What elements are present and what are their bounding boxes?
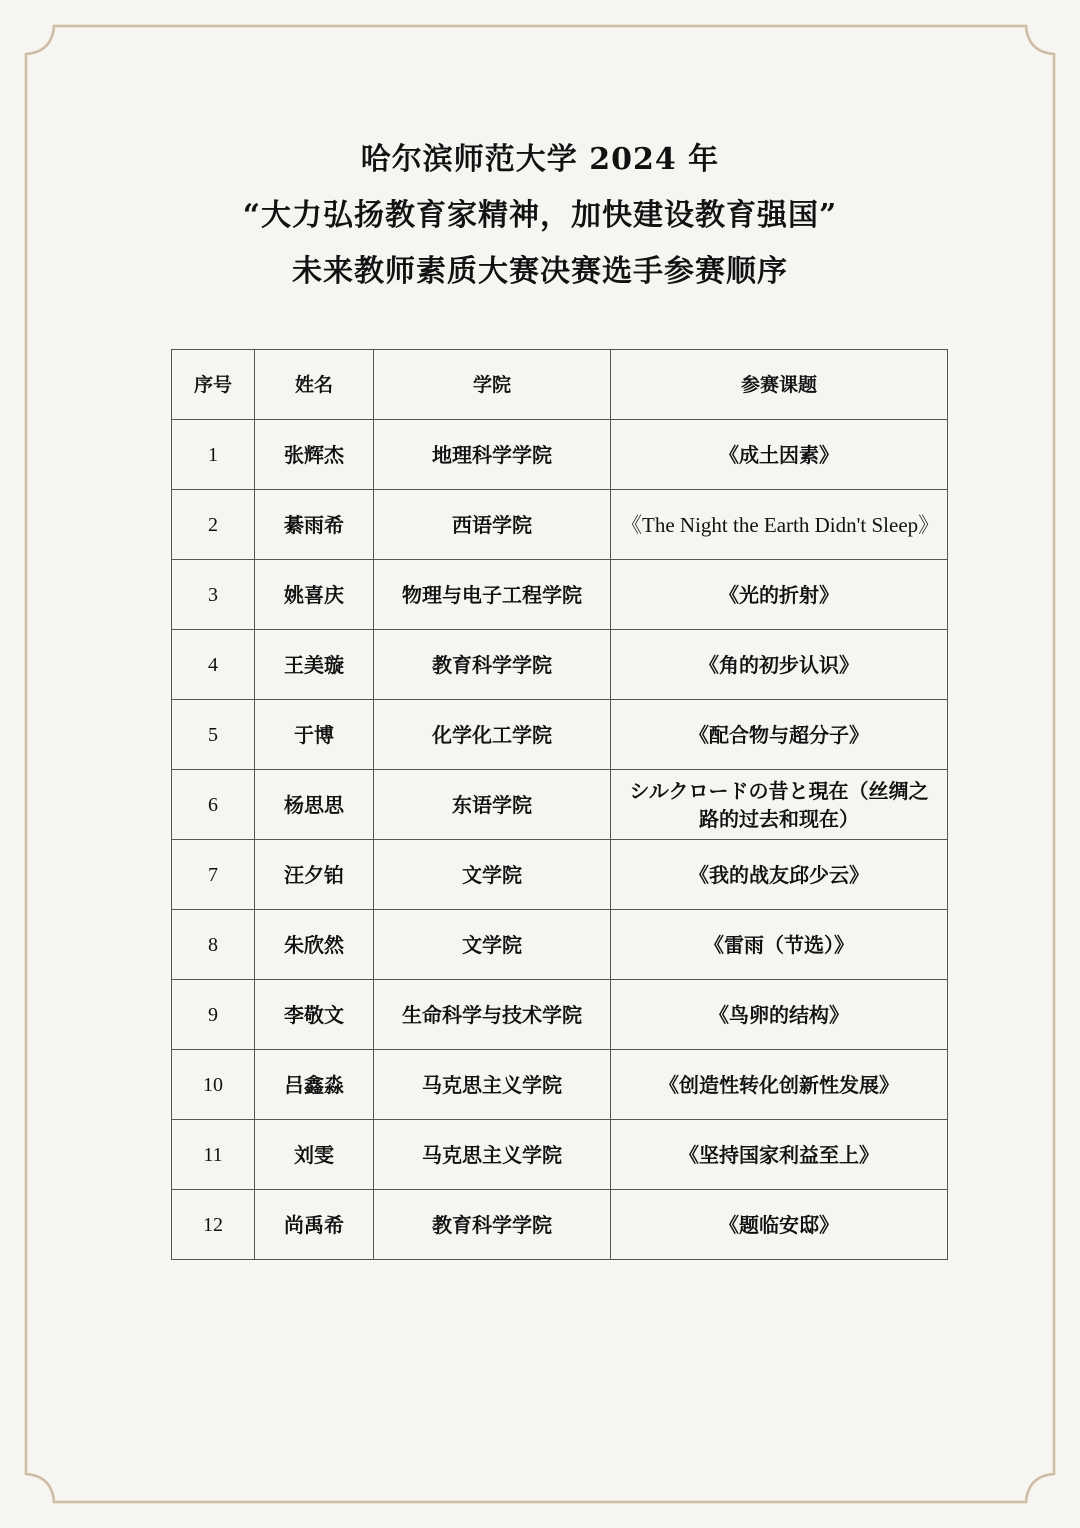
- cell-name: 刘雯: [255, 1120, 374, 1190]
- cell-topic: 《角的初步认识》: [611, 630, 948, 700]
- cell-college: 西语学院: [374, 490, 611, 560]
- cell-topic: 《The Night the Earth Didn't Sleep》: [611, 490, 948, 560]
- cell-name: 汪夕铂: [255, 840, 374, 910]
- cell-no: 6: [172, 770, 255, 840]
- cell-name: 王美璇: [255, 630, 374, 700]
- table-row: [172, 560, 948, 630]
- cell-college: 文学院: [374, 840, 611, 910]
- table-row: [172, 700, 948, 770]
- cell-topic: シルクロードの昔と現在（丝绸之路的过去和现在）: [611, 770, 948, 840]
- cell-name: 姚喜庆: [255, 560, 374, 630]
- cell-name: 张辉杰: [255, 420, 374, 490]
- header-name: 姓名: [255, 350, 374, 420]
- cell-college: 东语学院: [374, 770, 611, 840]
- cell-topic: 《成土因素》: [611, 420, 948, 490]
- cell-name: 于博: [255, 700, 374, 770]
- cell-topic: 《创造性转化创新性发展》: [611, 1050, 948, 1120]
- cell-no: 5: [172, 700, 255, 770]
- cell-topic: 《配合物与超分子》: [611, 700, 948, 770]
- table-row: [172, 630, 948, 700]
- cell-college: 化学化工学院: [374, 700, 611, 770]
- cell-name: 綦雨希: [255, 490, 374, 560]
- cell-college: 教育科学学院: [374, 1190, 611, 1260]
- cell-no: 3: [172, 560, 255, 630]
- cell-topic: 《雷雨（节选）》: [611, 910, 948, 980]
- table-row: [172, 770, 948, 840]
- cell-name: 吕鑫淼: [255, 1050, 374, 1120]
- cell-no: 11: [172, 1120, 255, 1190]
- cell-college: 地理科学学院: [374, 420, 611, 490]
- cell-topic: 《光的折射》: [611, 560, 948, 630]
- document-title: [0, 132, 1080, 300]
- table-row: [172, 420, 948, 490]
- table-row: [172, 490, 948, 560]
- cell-topic: 《我的战友邱少云》: [611, 840, 948, 910]
- cell-no: 10: [172, 1050, 255, 1120]
- table-row: [172, 910, 948, 980]
- cell-no: 1: [172, 420, 255, 490]
- title-line-3: 未来教师素质大赛决赛选手参赛顺序: [292, 254, 788, 289]
- cell-name: 尚禹希: [255, 1190, 374, 1260]
- contestant-order-table: [171, 349, 948, 1260]
- cell-no: 7: [172, 840, 255, 910]
- header-topic: 参赛课题: [611, 350, 948, 420]
- cell-no: 8: [172, 910, 255, 980]
- header-college: 学院: [374, 350, 611, 420]
- cell-name: 杨思思: [255, 770, 374, 840]
- header-no: 序号: [172, 350, 255, 420]
- table-row: [172, 980, 948, 1050]
- cell-college: 物理与电子工程学院: [374, 560, 611, 630]
- table-header-row: [172, 350, 948, 420]
- cell-no: 9: [172, 980, 255, 1050]
- table-row: [172, 1120, 948, 1190]
- title-line-2: “大力弘扬教育家精神，加快建设教育强国”: [242, 198, 838, 233]
- cell-college: 马克思主义学院: [374, 1050, 611, 1120]
- cell-name: 朱欣然: [255, 910, 374, 980]
- cell-topic: 《鸟卵的结构》: [611, 980, 948, 1050]
- cell-college: 文学院: [374, 910, 611, 980]
- cell-college: 马克思主义学院: [374, 1120, 611, 1190]
- cell-no: 2: [172, 490, 255, 560]
- table-row: [172, 1190, 948, 1260]
- table-row: [172, 840, 948, 910]
- table-row: [172, 1050, 948, 1120]
- cell-college: 生命科学与技术学院: [374, 980, 611, 1050]
- cell-name: 李敬文: [255, 980, 374, 1050]
- cell-college: 教育科学学院: [374, 630, 611, 700]
- cell-topic: 《题临安邸》: [611, 1190, 948, 1260]
- title-line-1: 哈尔滨师范大学 2024 年: [360, 142, 720, 177]
- cell-no: 12: [172, 1190, 255, 1260]
- cell-no: 4: [172, 630, 255, 700]
- cell-topic: 《坚持国家利益至上》: [611, 1120, 948, 1190]
